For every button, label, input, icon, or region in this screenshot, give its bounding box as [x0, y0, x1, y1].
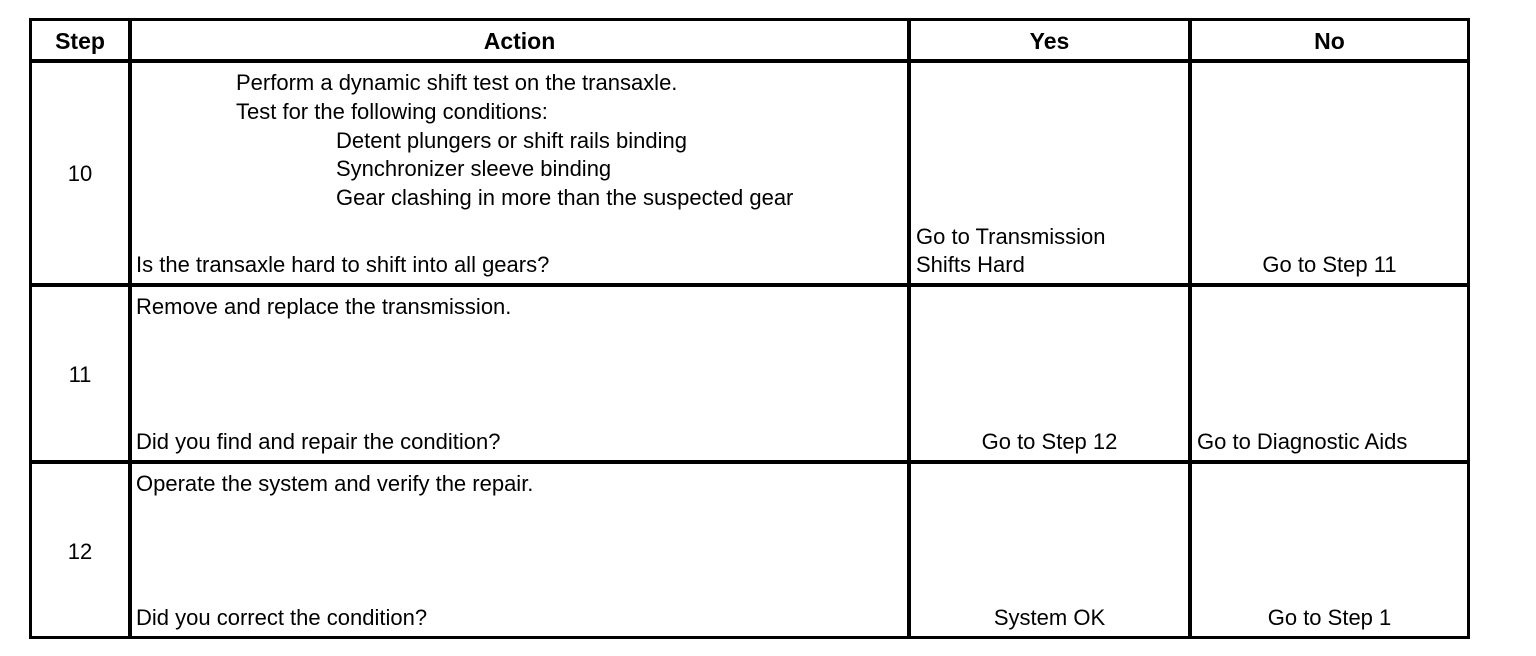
action-question: Did you find and repair the condition? — [136, 429, 501, 454]
diagnostic-table — [29, 18, 1470, 639]
header-yes-cell — [911, 21, 1188, 59]
no-result: Go to Step 1 — [1267, 605, 1392, 630]
action-test-intro: Test for the following conditions: — [236, 99, 548, 124]
header-step-cell — [32, 21, 128, 59]
table-row-yes-cell — [911, 464, 1188, 636]
action-question: Did you correct the condition? — [136, 605, 428, 630]
yes-result-line: Shifts Hard — [916, 252, 1025, 277]
table-row-action-cell — [132, 63, 907, 283]
table-row-yes-cell — [911, 63, 1188, 283]
table-row-yes-cell — [911, 287, 1188, 460]
table-row-action-cell — [132, 287, 907, 460]
header-no: No — [1314, 28, 1345, 54]
header-yes: Yes — [1029, 28, 1070, 54]
table-row-no-cell — [1192, 464, 1467, 636]
table-row-step-cell — [32, 464, 128, 636]
action-condition: Synchronizer sleeve binding — [336, 156, 612, 181]
yes-result: Go to Step 12 — [981, 429, 1118, 454]
table-row-action-cell — [132, 464, 907, 636]
table-row-no-cell — [1192, 63, 1467, 283]
yes-result-line: Go to Transmission — [916, 224, 1106, 249]
action-condition: Detent plungers or shift rails binding — [336, 128, 687, 153]
action-intro: Operate the system and verify the repair. — [136, 471, 534, 496]
table-row-no-cell — [1192, 287, 1467, 460]
action-intro: Remove and replace the transmission. — [136, 294, 512, 319]
table-row-step-cell — [32, 63, 128, 283]
header-no-cell — [1192, 21, 1467, 59]
no-result: Go to Diagnostic Aids — [1197, 429, 1408, 454]
action-intro: Perform a dynamic shift test on the transaxle. — [236, 70, 678, 95]
header-action: Action — [483, 28, 556, 54]
header-step: Step — [55, 28, 105, 54]
header-action-cell — [132, 21, 907, 59]
action-question: Is the transaxle hard to shift into all gears? — [136, 252, 550, 277]
step-number: 11 — [68, 362, 92, 387]
action-condition: Gear clashing in more than the suspected gear — [336, 185, 794, 210]
step-number: 12 — [67, 539, 93, 564]
yes-result: System OK — [993, 605, 1106, 630]
no-result: Go to Step 11 — [1262, 252, 1397, 277]
step-number: 10 — [67, 161, 93, 186]
table-row-step-cell — [32, 287, 128, 460]
